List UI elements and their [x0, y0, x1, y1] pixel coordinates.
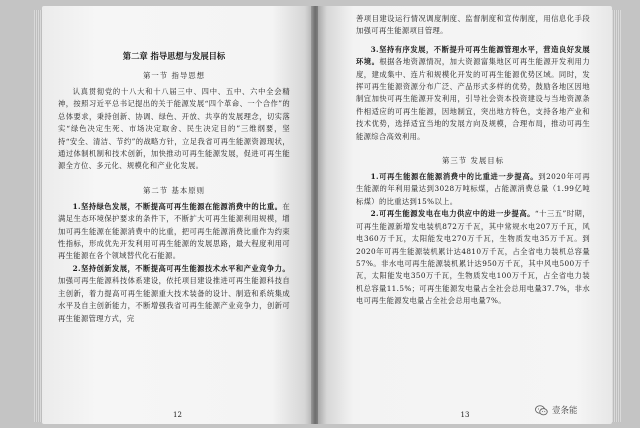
- watermark-text: 壹条能: [552, 406, 578, 416]
- principle-3-paragraph: [356, 44, 590, 143]
- goal-2-heading: 2.可再生能源发电在电力供应中的进一步提高。: [370, 209, 535, 219]
- guiding-ideology-paragraph: 认真贯彻党的十八大和十八届三中、四中、五中、六中全会精神，按照习近平总书记提出的关于能源发展“四个革命、一个合作”的总体要求，秉持创新、协调、绿色、开放、共享的发展理念，切实落实“绿色决定生死、市场决定取舍、民生决定目的”三维纲要，坚持“安全、清洁、节约”的战略方针，立足我省可再生能源资源现状，通过体制机制和技术创新，加快推动可再生能源发展，促进可再生能源全方位、多元化、规模化和产业化发展。: [58, 87, 290, 171]
- page-number-right: 13: [460, 411, 470, 419]
- goal-1-heading: 1.可再生能源在能源消费中的比重进一步提高。: [370, 172, 539, 182]
- right-page-content: [356, 13, 590, 308]
- section-title-basic-principles: 第二节 基本原则: [142, 185, 206, 195]
- principle-1-body: 在满足生态环境保护要求的条件下，不断扩大可再生能源利用规模，增加可再生能源在能源消费中的比重，把可再生能源消费比重作为约束性指标，形成优先开发利用可再生能源的发展思路，最大程度利用可再生能源在各个领域替代化石能源。: [58, 201, 290, 261]
- left-page-content: [58, 50, 290, 325]
- principle-2-paragraph: [58, 263, 290, 325]
- section-title-guiding-ideology: 第一节 指导思想: [142, 71, 206, 80]
- source-watermark: [535, 404, 578, 416]
- wechat-icon: [535, 405, 548, 416]
- principle-3-heading: 3.坚持有序发展，不断提升可再生能源管理水平，营造良好发展环境。: [356, 44, 590, 67]
- left-page: [42, 6, 313, 424]
- goal-2-body: “十三五”时期，可再生能源新增发电装机872万千瓦，其中常规水电207万千瓦，风电360万千瓦，太阳能发电270万千瓦，生物质发电35万千瓦。到2020年可再生能源装机累计达4810万千瓦，占全省电力装机总容量57%。非水电可再生能源装机累计达950万千瓦，其中风电500万千瓦，太阳能发电350万千瓦，生物质发电100万千瓦，占全省电力装机总容量11.5%；可再生能源发电量占全社会总用电量37.7%，非水电可再生能源发电量占全社会总用电量7%。: [356, 209, 590, 306]
- principle-2-heading: 2.坚持创新发展，不断提高可再生能源技术水平和产业竞争力。: [72, 263, 290, 273]
- right-page-edge: [611, 10, 621, 422]
- continuation-paragraph: 善项目建设运行情况调度制度、监督制度和宣传制度，用信息化手段加强可再生能源项目管理。: [356, 14, 590, 36]
- right-page: [318, 6, 612, 424]
- page-number-left: 12: [173, 411, 182, 419]
- principle-1-paragraph: [58, 201, 290, 263]
- goal-1-paragraph: [356, 171, 590, 208]
- principle-2-body: 加强可再生能源科技体系建设，依托项目建设推进可再生能源科技自主创新，着力提高可再生能源重大技术装备的设计、制造和系统集成水平及自主创新能力，不断增强我省可再生能源产业竞争力，创新可再生能源管理方式，完: [58, 276, 290, 323]
- principle-1-heading: 1.坚持绿色发展，不断提高可再生能源在能源消费中的比重。: [72, 201, 283, 211]
- goal-2-paragraph: [356, 208, 590, 307]
- principle-3-body: 根据各地资源情况，加大资源富集地区可再生能源开发利用力度，建成集中、连片和规模化开发的可再生能源优势区域。同时，发挥可再生能源资源分布广泛、产品形式多样的优势，鼓励各地区因地制宜加快可再生能源开发利用，引导社会资本投资建设与当地资源条件相适应的可再生能源，因地制宜，突出地方特色，支持各地产业和技术优势，选择适宜当地的发展方向及规模，合理布局，推动可再生能源综合高效利用。: [356, 57, 590, 141]
- section-title-development-goals: 第三节 发展目标: [441, 156, 505, 166]
- chapter-title: 第二章 指导思想与发展目标: [122, 51, 226, 61]
- goal-1-body: 到2020年可再生能源的年利用量达到3028万吨标煤，占能源消费总量（1.99亿吨标煤）的比重达到15%以上。: [356, 172, 590, 206]
